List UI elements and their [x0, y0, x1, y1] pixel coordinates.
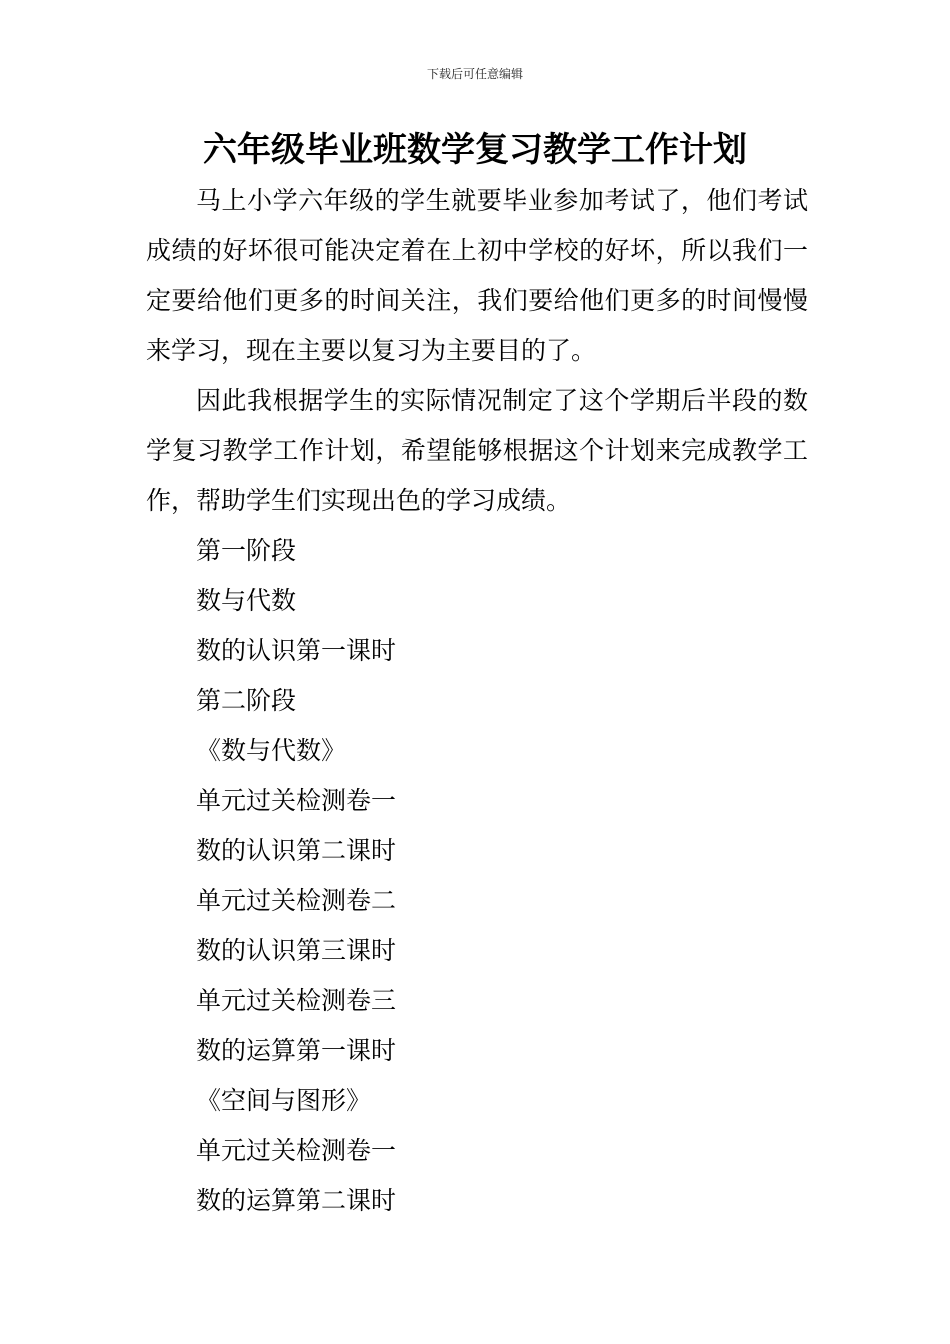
- list-item: 《数与代数》: [196, 736, 347, 765]
- list-item: 数的运算第一课时: [196, 1036, 397, 1065]
- list-item: 数的认识第二课时: [196, 836, 397, 865]
- list-item: 数的认识第三课时: [196, 936, 397, 965]
- list-item: 数的运算第二课时: [196, 1186, 397, 1215]
- list-item: 单元过关检测卷二: [196, 886, 397, 915]
- list-item: 单元过关检测卷三: [196, 986, 397, 1015]
- list-item: 《空间与图形》: [196, 1086, 372, 1115]
- document-title: 六年级毕业班数学复习教学工作计划: [203, 130, 747, 170]
- list-item: 单元过关检测卷一: [196, 1136, 397, 1165]
- paragraph-intro: 马上小学六年级的学生就要毕业参加考试了，他们考试成绩的好坏很可能决定着在上初中学校的好坏，所以我们一定要给他们更多的时间关注，我们要给他们更多的时间慢慢来学习，现在主要以复习为主要目的了。: [146, 186, 808, 365]
- document-body: [146, 176, 808, 1226]
- paragraph-plan: 因此我根据学生的实际情况制定了这个学期后半段的数学复习教学工作计划，希望能够根据这个计划来完成教学工作，帮助学生们实现出色的学习成绩。: [146, 386, 808, 515]
- list-item: 第二阶段: [196, 686, 297, 715]
- list-item: 单元过关检测卷一: [196, 786, 397, 815]
- list-item: 第一阶段: [196, 536, 297, 565]
- list-item: 数与代数: [196, 586, 297, 615]
- header-note: 下载后可任意编辑: [426, 67, 523, 81]
- list-item: 数的认识第一课时: [196, 636, 397, 665]
